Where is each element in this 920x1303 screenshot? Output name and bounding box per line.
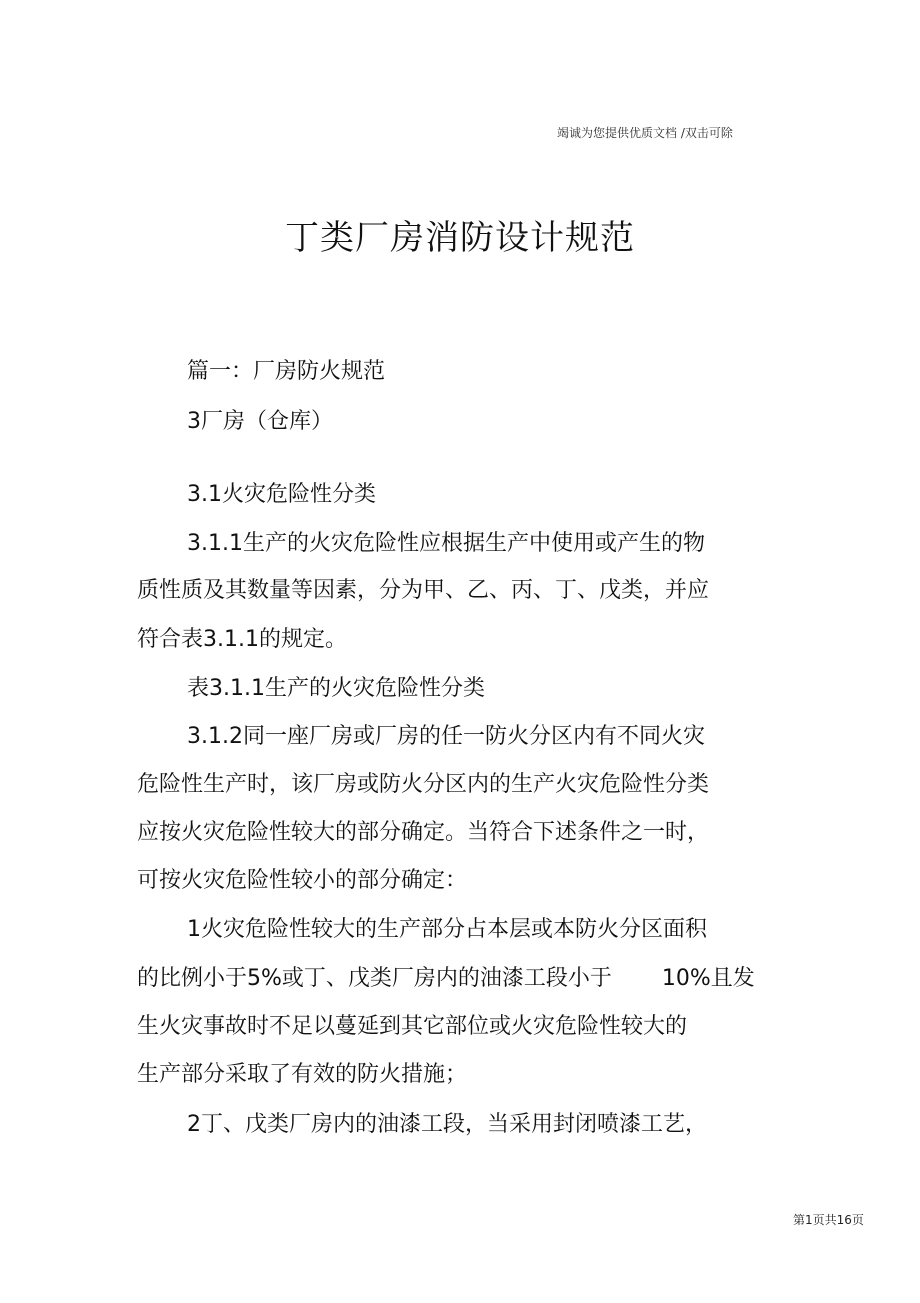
paragraph-line: 危险性生产时，该厂房或防火分区内的生产火灾危险性分类: [137, 772, 710, 797]
chapter-heading: 3厂房（仓库）: [187, 409, 333, 434]
paragraph-fragment: 10%且发: [661, 966, 755, 991]
paragraph-fragment: 的比例小于5%或丁、戊类厂房内的油漆工段小于: [137, 966, 612, 991]
subsection-heading: 3.1火灾危险性分类: [187, 482, 376, 507]
paragraph-line: [137, 965, 755, 993]
paragraph-line: 生产部分采取了有效的防火措施；: [137, 1062, 468, 1087]
header-note: 竭诚为您提供优质文档 /双击可除: [557, 126, 733, 140]
document-title: 丁类厂房消防设计规范: [285, 218, 635, 258]
paragraph-line: 质性质及其数量等因素，分为甲、乙、丙、丁、戊类，并应: [137, 578, 710, 603]
paragraph-line: 符合表3.1.1的规定。: [137, 627, 347, 652]
paragraph-line: 1火灾危险性较大的生产部分占本层或本防火分区面积: [187, 917, 707, 942]
page-number: 第1页共16页: [793, 1213, 864, 1227]
paragraph-line: 2丁、戊类厂房内的油漆工段，当采用封闭喷漆工艺，: [187, 1112, 707, 1137]
section-heading: 篇一：厂房防火规范: [187, 359, 386, 384]
paragraph-line: 生火灾事故时不足以蔓延到其它部位或火灾危险性较大的: [137, 1014, 688, 1039]
paragraph-line: 应按火灾危险性较大的部分确定。当符合下述条件之一时，: [137, 820, 710, 845]
paragraph-line: 3.1.2同一座厂房或厂房的任一防火分区内有不同火灾: [187, 724, 705, 749]
table-caption: 表3.1.1生产的火灾危险性分类: [187, 676, 485, 701]
paragraph-line: 3.1.1生产的火灾危险性应根据生产中使用或产生的物: [187, 531, 705, 556]
paragraph-line: 可按火灾危险性较小的部分确定：: [137, 868, 468, 893]
